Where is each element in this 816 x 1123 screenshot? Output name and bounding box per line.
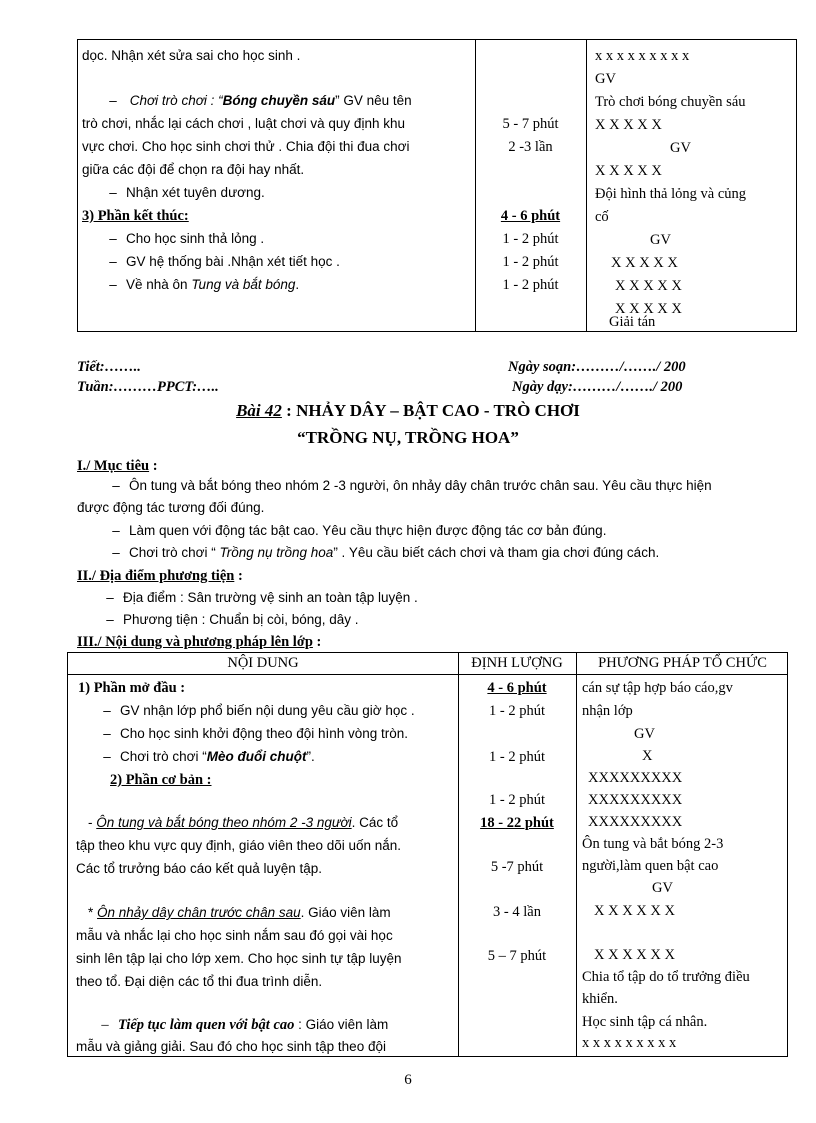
objective-item: được động tác tương đối đúng.	[77, 500, 265, 515]
dash-bullet: –	[109, 231, 117, 246]
dash-bullet: –	[112, 545, 120, 560]
heading-suffix: :	[149, 458, 158, 474]
method-line: GV	[634, 726, 655, 742]
heading-suffix: :	[312, 634, 322, 650]
dosage-value: 5 - 7 phút	[502, 116, 559, 132]
procedure-heading	[77, 632, 321, 652]
content-line	[100, 252, 340, 272]
dosage-value: 2 -3 lần	[508, 139, 553, 155]
heading-text: II./ Địa điểm phương tiện	[77, 568, 235, 584]
column-header-method: PHƯƠNG PHÁP TỔ CHỨC	[598, 655, 767, 671]
continuation-table	[77, 39, 797, 332]
content-line: dọc. Nhận xét sửa sai cho học sinh .	[82, 48, 301, 63]
dash-bullet: –	[103, 726, 111, 741]
content-text: .	[295, 277, 300, 292]
dosage-text: 4 - 6 phút	[500, 208, 561, 224]
content-text: Tung và bắt bóng	[191, 277, 296, 292]
formation-line: XXXXXXXXX	[588, 814, 683, 830]
content-line	[92, 1015, 388, 1035]
content-line	[88, 813, 398, 833]
method-line: khiển.	[582, 991, 618, 1007]
heading-text: 3) Phần kết thúc:	[82, 208, 189, 224]
phase-heading	[78, 678, 185, 698]
location-heading	[77, 566, 243, 586]
heading-suffix: :	[234, 568, 243, 584]
formation-line: X X X X X X	[594, 903, 675, 919]
formation-line: X X X X X	[595, 163, 662, 179]
objective-item	[103, 543, 659, 563]
formation-line: x x x x x x x x x	[595, 48, 690, 64]
column-header-dosage: ĐỊNH LƯỢNG	[471, 655, 563, 671]
heading-text: 2) Phần cơ bản :	[110, 772, 212, 788]
dosage-value: 1 - 2 phút	[502, 254, 559, 270]
content-text: Cho học sinh khởi động theo đội hình vòng tròn.	[120, 726, 409, 741]
content-line: mẫu và giảng giải. Sau đó cho học sinh tập theo đội	[76, 1039, 386, 1054]
game-name: Trồng nụ trồng hoa	[219, 545, 334, 560]
content-text: Chơi trò chơi “	[120, 749, 207, 764]
lesson-title	[0, 401, 816, 421]
heading-text: III./ Nội dung và phương pháp lên lớp	[77, 634, 313, 650]
method-line: Trò chơi bóng chuyền sáu	[595, 94, 746, 110]
content-line: mẫu và nhắc lại cho học sinh nắm sau đó gọi vài học	[76, 928, 393, 943]
lesson-number: Bài 42	[236, 401, 282, 420]
objective-text: Chơi trò chơi “	[129, 545, 220, 560]
teaching-date: Ngày dạy:………/……./ 200	[512, 379, 683, 395]
heading-text: 1) Phần mở đầu :	[78, 680, 186, 696]
dash-bullet: –	[112, 523, 120, 538]
content-text: GV hệ thống bài .Nhận xét tiết học .	[126, 254, 340, 269]
method-line: Giải tán	[609, 314, 656, 330]
equipment-text: Phương tiện : Chuẩn bị còi, bóng, dây .	[123, 612, 359, 627]
formation-line: X X X X X X	[594, 947, 675, 963]
dash-bullet: –	[109, 185, 117, 200]
game-name: Mèo đuổi chuột	[206, 749, 307, 764]
activity-name: Ôn nhảy dây chân trước chân sau	[97, 905, 301, 920]
game-name: Bóng chuyền sáu	[222, 93, 336, 108]
header-divider	[68, 674, 787, 675]
formation-line: X X X X X	[615, 278, 682, 294]
game-instruction	[100, 91, 412, 111]
objective-text: Ôn tung và bắt bóng theo nhóm 2 -3 người, ôn nhảy dây chân trước chân sau. Yêu cầu thực hiện	[129, 478, 712, 493]
content-text: Về nhà ôn	[126, 277, 192, 292]
column-header-content: NỘI DUNG	[227, 655, 299, 671]
objective-item	[103, 476, 712, 496]
dash-bullet: –	[109, 277, 117, 292]
dosage-value: 1 - 2 phút	[489, 749, 545, 765]
equipment-item	[97, 610, 359, 630]
dosage-value	[475, 206, 586, 226]
heading-text: I./ Mục tiêu	[77, 458, 150, 474]
content-line: vực chơi. Cho học sinh chơi thử . Chia đội thi đua chơi	[82, 139, 410, 154]
section-heading	[82, 206, 189, 226]
content-text: GV nhận lớp phổ biến nội dung yêu cầu giờ học .	[120, 703, 415, 718]
dosage-value	[458, 678, 576, 698]
lesson-period: Tiết:……..	[77, 359, 141, 375]
content-text: *	[88, 905, 98, 920]
dash-bullet: –	[109, 93, 117, 108]
objective-item	[103, 521, 606, 541]
formation-line: X X X X X	[611, 255, 678, 271]
dosage-value: 1 - 2 phút	[489, 792, 545, 808]
content-line: ” GV nêu tên	[335, 93, 412, 108]
content-line	[88, 903, 391, 923]
dash-bullet: –	[109, 254, 117, 269]
dash-bullet: –	[103, 703, 111, 718]
dosage-value: 5 -7 phút	[490, 859, 544, 875]
dosage-value: 1 - 2 phút	[502, 277, 559, 293]
method-line: người,làm quen bật cao	[582, 858, 719, 874]
method-line: Đội hình thả lỏng và củng	[595, 186, 747, 202]
content-text: ”.	[306, 749, 315, 764]
dosage-value: 3 - 4 lần	[493, 904, 541, 920]
column-divider	[586, 40, 587, 331]
lesson-week: Tuần:………PPCT:…..	[77, 379, 219, 395]
dosage-text: 4 - 6 phút	[487, 680, 547, 696]
dosage-value: 5 – 7 phút	[487, 948, 547, 964]
dosage-value: 1 - 2 phút	[502, 231, 559, 247]
method-line: Chia tổ tập do tổ trưởng điều	[582, 969, 750, 985]
preparation-date: Ngày soạn:………/……./ 200	[508, 359, 686, 375]
activity-name: Tiếp tục làm quen với bật cao	[118, 1017, 295, 1033]
content-text: Nhận xét tuyên dương.	[126, 185, 265, 200]
objective-text: Làm quen với động tác bật cao. Yêu cầu thực hiện được động tác cơ bản đúng.	[129, 523, 607, 538]
method-line: cán sự tập hợp báo cáo,gv	[582, 680, 733, 696]
content-text: -	[88, 815, 97, 830]
formation-line: X	[642, 748, 653, 764]
formation-line: XXXXXXXXX	[588, 792, 683, 808]
dash-bullet: –	[106, 590, 114, 605]
lesson-subtitle: “TRỒNG NỤ, TRỒNG HOA”	[297, 428, 519, 447]
method-line: GV	[595, 71, 616, 87]
phase-heading	[110, 770, 212, 790]
content-line: tập theo khu vực quy định, giáo viên theo dõi uốn nắn.	[76, 838, 402, 853]
method-line: GV	[670, 140, 691, 156]
objective-text: ” . Yêu cầu biết cách chơi và tham gia chơi đúng cách.	[333, 545, 660, 560]
content-line	[100, 183, 265, 203]
dosage-value: 1 - 2 phút	[489, 703, 545, 719]
method-line: GV	[650, 232, 671, 248]
method-line: Ôn tung và bắt bóng 2-3	[582, 836, 724, 852]
page-number: 6	[404, 1072, 412, 1088]
method-line: nhận lớp	[582, 703, 633, 719]
content-line	[94, 747, 315, 767]
content-line: Chơi trò chơi : “	[129, 93, 223, 108]
dosage-text: 18 - 22 phút	[480, 815, 554, 831]
content-line: trò chơi, nhắc lại cách chơi , luật chơi và quy định khu	[82, 116, 405, 131]
location-text: Địa điểm : Sân trường vệ sinh an toàn tập luyện .	[123, 590, 418, 605]
content-text: . Các tổ	[351, 815, 399, 830]
method-line: GV	[652, 880, 673, 896]
activity-name: Ôn tung và bắt bóng theo nhóm 2 -3 người	[96, 815, 352, 830]
content-line	[100, 275, 299, 295]
content-text: . Giáo viên làm	[300, 905, 391, 920]
content-line	[100, 229, 264, 249]
content-line: Các tổ trưởng báo cáo kết quả luyện tập.	[76, 861, 323, 876]
formation-line: X X X X X	[615, 301, 682, 317]
dash-bullet: –	[101, 1017, 109, 1033]
content-line: theo tổ. Đại diện các tổ thi đua trình diễn.	[76, 974, 323, 989]
formation-line: XXXXXXXXX	[588, 770, 683, 786]
formation-line: X X X X X	[595, 117, 662, 133]
content-line: giữa các đội để chọn ra đội hay nhất.	[82, 162, 305, 177]
method-line: Học sinh tập cá nhân.	[582, 1014, 708, 1030]
lesson-plan-table	[67, 652, 788, 1057]
method-line: cố	[595, 209, 609, 225]
formation-line: x x x x x x x x x	[582, 1035, 677, 1051]
dash-bullet: –	[112, 478, 120, 493]
dash-bullet: –	[106, 612, 114, 627]
content-line	[94, 701, 415, 721]
dash-bullet: –	[103, 749, 111, 764]
location-item	[97, 588, 418, 608]
objectives-heading	[77, 456, 158, 476]
content-text: Cho học sinh thả lỏng .	[126, 231, 265, 246]
column-divider	[576, 653, 577, 1056]
content-line	[94, 724, 408, 744]
content-text: : Giáo viên làm	[294, 1017, 389, 1032]
lesson-title-text: : NHẢY DÂY – BẬT CAO - TRÒ CHƠI	[281, 401, 580, 420]
dosage-value	[458, 813, 576, 833]
content-line: sinh lên tập lại cho lớp xem. Cho học sinh tự tập luyện	[76, 951, 402, 966]
